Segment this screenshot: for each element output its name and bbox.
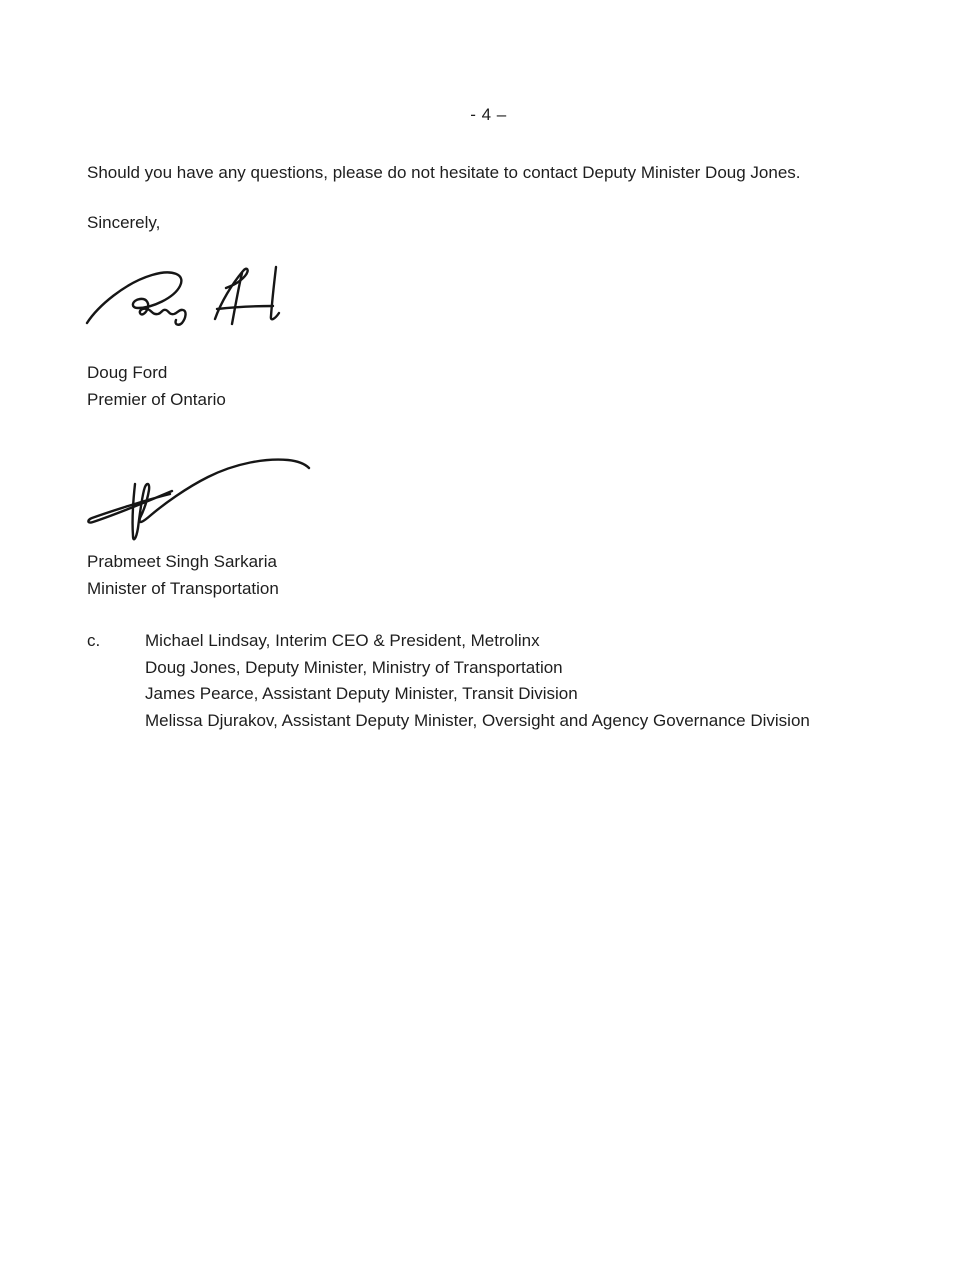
signatory-block-prabmeet-sarkaria — [87, 549, 279, 602]
doug-ford-signature — [80, 258, 300, 338]
cc-entry: Melissa Djurakov, Assistant Deputy Minister, Oversight and Agency Governance Division — [145, 710, 810, 730]
cc-entry: James Pearce, Assistant Deputy Minister, Transit Division — [145, 684, 578, 704]
cc-entry: Doug Jones, Deputy Minister, Ministry of Transportation — [145, 657, 563, 677]
signatory-title: Minister of Transportation — [87, 578, 279, 598]
signatory-name: Doug Ford — [87, 363, 168, 382]
signatory-block-doug-ford — [87, 360, 226, 413]
page-number: - 4 – — [470, 105, 507, 124]
cc-entry: Michael Lindsay, Interim CEO & President, Metrolinx — [145, 631, 540, 650]
signatory-title: Premier of Ontario — [87, 389, 226, 409]
cc-entries — [145, 628, 810, 734]
cc-section — [87, 628, 810, 734]
closing-salutation: Sincerely, — [87, 213, 161, 232]
cc-label: c. — [87, 631, 101, 650]
signatory-name: Prabmeet Singh Sarkaria — [87, 552, 277, 571]
prabmeet-singh-sarkaria-signature — [86, 450, 316, 550]
body-paragraph: Should you have any questions, please do not hesitate to contact Deputy Minister Doug Jones. — [87, 163, 801, 182]
